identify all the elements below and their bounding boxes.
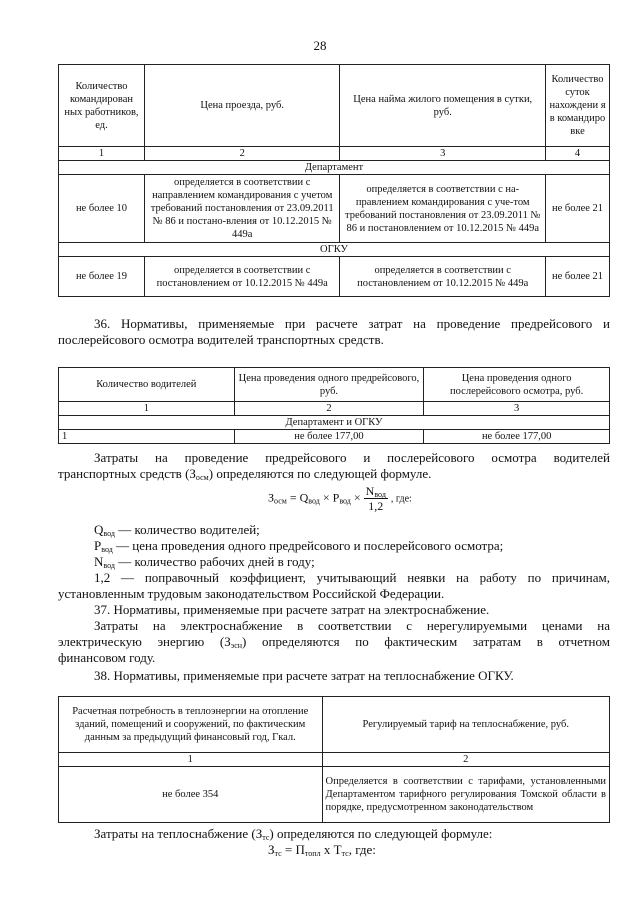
formula-operator: ×	[353, 490, 361, 505]
subscript: тс	[262, 833, 270, 842]
subscript: вод	[103, 529, 115, 538]
section-37-heading: 37. Нормативы, применяемые при расчете затрат на электроснабжение.	[94, 602, 490, 617]
column-number: 3	[340, 147, 546, 161]
text-part: транспортных средств (З	[58, 466, 196, 481]
table-header-cell: Количество водителей	[59, 368, 235, 402]
formula-operator: ×	[322, 490, 330, 505]
table-cell: определяется в соответствии с на-правлением командирования с уче-том требований постановления от 23.09.2011 № 86 и постановлением от 10.12.2015 № 449а	[340, 175, 546, 243]
def-text: — цена проведения одного предрейсового и послерейсового осмотра;	[116, 538, 504, 553]
subscript: вод	[103, 561, 115, 570]
subscript: эсн	[230, 641, 243, 650]
column-number: 1	[59, 402, 235, 416]
subscript: тс	[341, 849, 349, 858]
table-header-cell: Цена проведения одного послерейсового осмотра, руб.	[424, 368, 610, 402]
text-part: ) определяются по следующей формуле:	[269, 826, 493, 841]
formula-36	[268, 484, 412, 513]
formula-symbol: = П	[281, 842, 305, 857]
column-number: 3	[424, 402, 610, 416]
section-36-text-line-2	[58, 466, 610, 482]
column-number: 1	[59, 753, 323, 767]
formula-symbol: З	[268, 490, 275, 505]
text-part: ) определяются по следующей формуле.	[208, 466, 432, 481]
column-number: 1	[59, 147, 145, 161]
def-symbol: P	[94, 538, 102, 553]
subscript: осм	[274, 496, 287, 506]
page-number: 28	[313, 38, 327, 53]
subscript: вод	[374, 490, 386, 499]
table-cell: не более 10	[59, 175, 145, 243]
section-38-heading: 38. Нормативы, применяемые при расчете затрат на теплоснабжение ОГКУ.	[94, 668, 514, 683]
table-cell: определяется в соответствии с постановлением от 10.12.2015 № 449а	[144, 257, 340, 297]
definition-coefficient: 1,2 — поправочный коэффициент, учитывающий неявки на работу по причинам, установленным трудовым законодательством Российской Федерации.	[58, 570, 610, 601]
formula-38	[268, 843, 376, 857]
section-36-heading: 36. Нормативы, применяемые при расчете затрат на проведение предрейсового и послерейсового осмотра водителей транспортных средств.	[58, 316, 610, 347]
table-cell: не более 177,00	[234, 430, 424, 444]
formula-symbol: З	[268, 842, 275, 857]
table-header-cell: Расчетная потребность в теплоэнергии на отопление зданий, помещений и сооружений, по фактическим данным за предыдущий финансовый год, Гкал.	[59, 697, 323, 753]
table-cell: не более 21	[546, 257, 610, 297]
table-header-cell: Количество суток нахождени я в командиро вке	[546, 65, 610, 147]
table-cell: не более 21	[546, 175, 610, 243]
table-header-cell: Цена проезда, руб.	[144, 65, 340, 147]
table-header-cell: Регулируемый тариф на теплоснабжение, руб.	[322, 697, 610, 753]
subscript: вод	[101, 545, 113, 554]
subscript: вод	[308, 496, 320, 506]
text-part: ) определяются по фактическим затратам в отчетном	[242, 634, 610, 649]
formula-symbol: N	[365, 484, 375, 498]
section-37-text-line-3: финансовом году.	[58, 650, 156, 665]
formula-fraction	[364, 484, 388, 513]
table-header-cell: Цена проведения одного предрейсового, руб.	[234, 368, 424, 402]
def-symbol: N	[94, 554, 104, 569]
definition-n	[94, 554, 610, 570]
section-38-text	[58, 826, 610, 842]
table-group-label: ОГКУ	[59, 243, 610, 257]
def-text: — количество рабочих дней в году;	[118, 554, 315, 569]
subscript: вод	[339, 496, 351, 506]
subscript: тс	[274, 849, 282, 858]
formula-operator: =	[289, 490, 297, 505]
def-text: — количество водителей;	[118, 522, 260, 537]
column-number: 4	[546, 147, 610, 161]
formula-symbol: P	[332, 490, 340, 505]
section-36-text-line-1: Затраты на проведение предрейсового и послерейсового осмотра водителей	[94, 450, 610, 465]
table-cell: не более 177,00	[424, 430, 610, 444]
table-cell: не более 19	[59, 257, 145, 297]
subscript: осм	[195, 473, 209, 482]
formula-tail: , где:	[348, 842, 376, 857]
table-driver-inspection	[58, 367, 610, 444]
table-cell: определяется в соответствии с постановлением от 10.12.2015 № 449а	[340, 257, 546, 297]
table-group-label: Департамент и ОГКУ	[59, 416, 610, 430]
section-37-text-line-1: Затраты на электроснабжение в соответствии с нерегулируемыми ценами на	[94, 618, 610, 633]
column-number: 2	[322, 753, 610, 767]
formula-tail: , где:	[390, 493, 412, 505]
table-business-trips	[58, 64, 610, 297]
formula-denominator: 1,2	[368, 499, 384, 513]
table-cell: определяется в соответствии с направлением командирования с учетом требований постановления от 23.09.2011 № 86 и постано-вления от 10.12.2015 № 449а	[144, 175, 340, 243]
formula-symbol: х Т	[320, 842, 342, 857]
table-header-cell: Цена найма жилого помещения в сутки, руб.	[340, 65, 546, 147]
subscript: топл	[304, 849, 321, 858]
text-part: электрическую энергию (З	[58, 634, 231, 649]
formula-symbol: Q	[299, 490, 309, 505]
column-number: 2	[234, 402, 424, 416]
table-heat-supply	[58, 696, 610, 823]
section-37-text-line-2	[58, 634, 610, 650]
def-symbol: Q	[94, 522, 104, 537]
definition-p	[94, 538, 610, 554]
column-number: 2	[144, 147, 340, 161]
table-cell: 1	[59, 430, 235, 444]
text-part: Затраты на теплоснабжение (З	[94, 826, 263, 841]
table-cell: не более 354	[59, 767, 323, 823]
definition-q	[94, 522, 610, 538]
table-header-cell: Количество командирован ных работников, ед.	[59, 65, 145, 147]
table-cell: Определяется в соответствии с тарифами, установленными Департаментом тарифного регулирования Томской области в порядке, предусмотренном законодательством	[322, 767, 610, 823]
table-group-label: Департамент	[59, 161, 610, 175]
